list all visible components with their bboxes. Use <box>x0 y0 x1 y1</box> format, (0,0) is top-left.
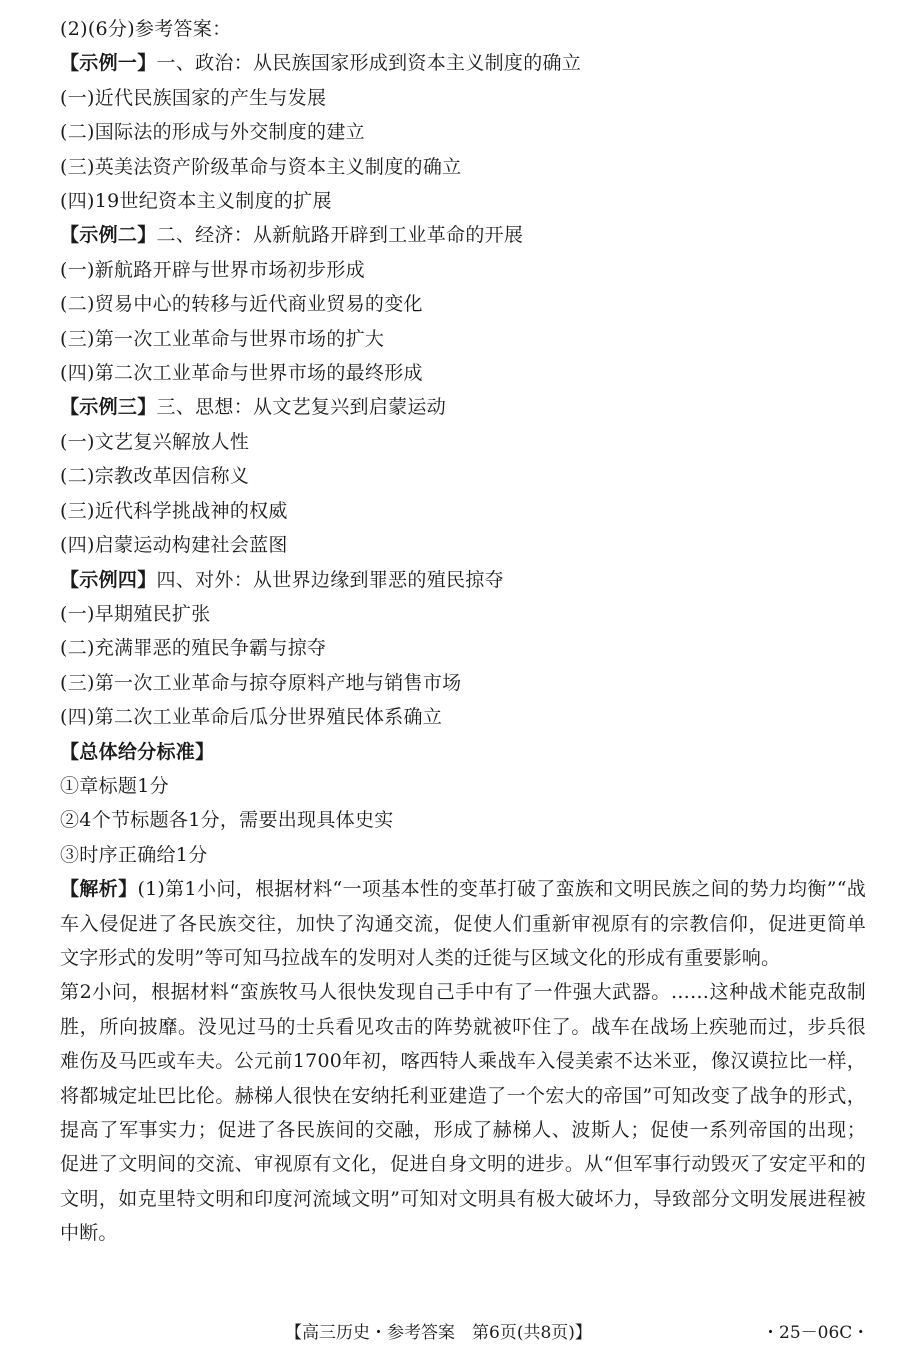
scoring-item: ③时序正确给1分 <box>60 843 208 866</box>
section-title: (三)第一次工业革命与掠夺原料产地与销售市场 <box>60 671 462 694</box>
section-title: (二)充满罪恶的殖民争霸与掠夺 <box>60 637 327 660</box>
scoring-title: 【总体给分标准】 <box>60 740 215 763</box>
example-4-chapter <box>60 563 866 597</box>
section-title: (二)宗教改革因信称义 <box>60 465 250 488</box>
example-tag: 【示例三】 <box>60 396 157 419</box>
example-tag: 【示例四】 <box>60 568 157 591</box>
section-title: (二)国际法的形成与外交制度的建立 <box>60 121 365 144</box>
section-title: (一)早期殖民扩张 <box>60 602 211 625</box>
section-title: (三)第一次工业革命与世界市场的扩大 <box>60 327 385 350</box>
example-2-chapter <box>60 218 866 252</box>
footer-page-info: 【高三历史・参考答案 第6页(共8页)】 <box>285 1323 592 1343</box>
chapter-title: 三、思想：从文艺复兴到启蒙运动 <box>156 396 447 419</box>
chapter-title: 四、对外：从世界边缘到罪恶的殖民掠夺 <box>156 568 504 591</box>
example-tag: 【示例一】 <box>60 52 157 75</box>
section-title: (三)英美法资产阶级革命与资本主义制度的确立 <box>60 155 462 178</box>
analysis-tag: 【解析】 <box>60 878 138 901</box>
chapter-title: 一、政治：从民族国家形成到资本主义制度的确立 <box>156 52 582 75</box>
example-tag: 【示例二】 <box>60 224 157 247</box>
example-3-chapter <box>60 390 866 424</box>
page-footer <box>0 1318 900 1348</box>
section-title: (一)新航路开辟与世界市场初步形成 <box>60 258 365 281</box>
scoring-item: ①章标题1分 <box>60 774 169 797</box>
section-title: (四)第二次工业革命后瓜分世界殖民体系确立 <box>60 706 443 729</box>
example-1-chapter <box>60 46 866 80</box>
footer-code: ・25－06C・ <box>762 1323 870 1343</box>
section-title: (四)第二次工业革命与世界市场的最终形成 <box>60 362 423 385</box>
answer-header: (2)(6分)参考答案： <box>60 18 232 40</box>
scoring-item: ②4个节标题各1分，需要出现具体史实 <box>60 809 394 832</box>
section-title: (一)近代民族国家的产生与发展 <box>60 86 327 109</box>
section-title: (四)19世纪资本主义制度的扩展 <box>60 190 332 213</box>
section-title: (二)贸易中心的转移与近代商业贸易的变化 <box>60 293 423 316</box>
analysis-paragraph-2: 第2小问，根据材料“蛮族牧马人很快发现自己手中有了一件强大武器。……这种战术能克敌制胜，所向披靡。没见过马的士兵看见攻击的阵势就被吓住了。战车在战场上疾驰而过，步兵很难伤及马匹或车夫。公元前1700年初，喀西特人乘战车入侵美索不达米亚，像汉谟拉比一样，将都城定址巴比伦。赫梯人很快在安纳托利亚建造了一个宏大的帝国”可知改变了战争的形式，提高了军事实力；促进了各民族间的交融，形成了赫梯人、波斯人；促使一系列帝国的出现；促进了文明间的交流、审视原有文化，促进自身文明的进步。从“但军事行动毁灭了安定平和的文明，如克里特文明和印度河流域文明”可知对文明具有极大破坏力，导致部分文明发展进程被中断。 <box>60 981 866 1245</box>
document-body <box>60 12 866 1251</box>
section-title: (三)近代科学挑战神的权威 <box>60 499 288 522</box>
section-title: (一)文艺复兴解放人性 <box>60 430 250 453</box>
section-title: (四)启蒙运动构建社会蓝图 <box>60 534 288 557</box>
chapter-title: 二、经济：从新航路开辟到工业革命的开展 <box>156 224 524 247</box>
analysis-paragraph-1 <box>60 872 866 975</box>
analysis-text-1: (1)第1小问，根据材料“一项基本性的变革打破了蛮族和文明民族之间的势力均衡”“战车入侵促进了各民族交往，加快了沟通交流，促使人们重新审视原有的宗教信仰，促进更简单文字形式的发明”等可知马拉战车的发明对人类的迁徙与区域文化的形成有重要影响。 <box>60 878 866 969</box>
